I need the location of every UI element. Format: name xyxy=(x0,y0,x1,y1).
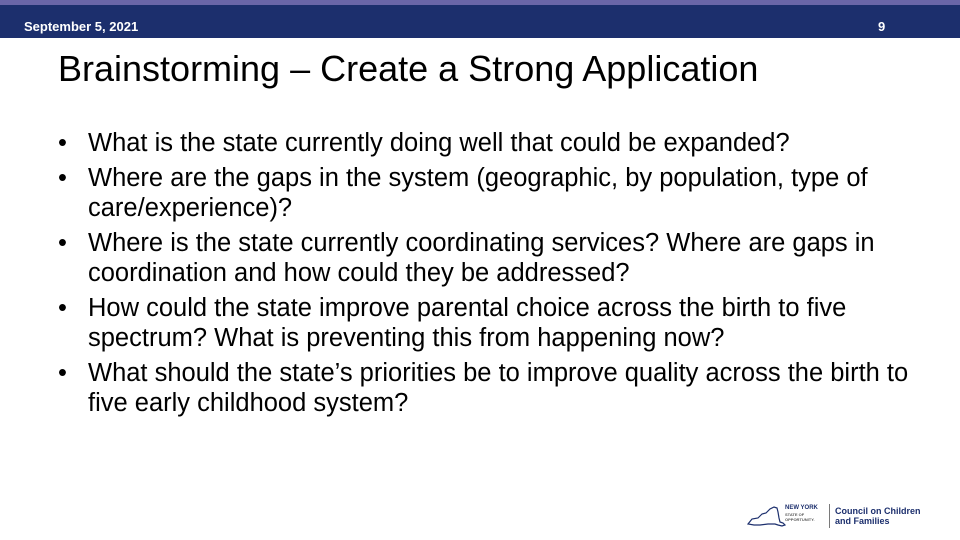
bullet-marker: • xyxy=(58,359,67,387)
council-name-line: Council on Children xyxy=(835,506,921,516)
slide-title: Brainstorming – Create a Strong Application xyxy=(58,48,759,89)
bullet-marker: • xyxy=(58,229,67,257)
ny-brand-line: NEW YORK xyxy=(785,505,818,511)
bullet-item xyxy=(58,358,918,418)
bullet-marker: • xyxy=(58,164,67,192)
bullet-text: Where are the gaps in the system (geographic, by population, type of care/experience)? xyxy=(88,164,868,222)
bullet-text: What is the state currently doing well that could be expanded? xyxy=(88,129,790,157)
council-name xyxy=(835,506,935,526)
council-name-line: and Families xyxy=(835,516,890,526)
new-york-state-map-icon xyxy=(746,504,786,530)
council-logo xyxy=(746,500,936,532)
ny-brand-line: OPPORTUNITY. xyxy=(785,517,815,522)
bullet-item xyxy=(58,128,918,158)
bullet-item xyxy=(58,228,918,288)
page-number: 9 xyxy=(878,19,886,34)
ny-brand-line: STATE OF xyxy=(785,512,805,517)
logo-divider xyxy=(829,504,830,528)
bullet-item xyxy=(58,163,918,223)
bullet-text: Where is the state currently coordinating services? Where are gaps in coordination and how could they be addressed? xyxy=(88,229,875,287)
bullet-marker: • xyxy=(58,294,67,322)
bullet-item xyxy=(58,293,918,353)
header-date: September 5, 2021 xyxy=(24,19,139,34)
bullet-text: What should the state’s priorities be to improve quality across the birth to five early childhood system? xyxy=(88,359,909,417)
bullet-text: How could the state improve parental choice across the birth to five spectrum? What is preventing this from happening now? xyxy=(88,294,847,352)
bullet-marker: • xyxy=(58,129,67,157)
header-bar xyxy=(0,5,960,38)
ny-state-brand xyxy=(785,505,829,522)
bullet-list xyxy=(58,128,918,423)
